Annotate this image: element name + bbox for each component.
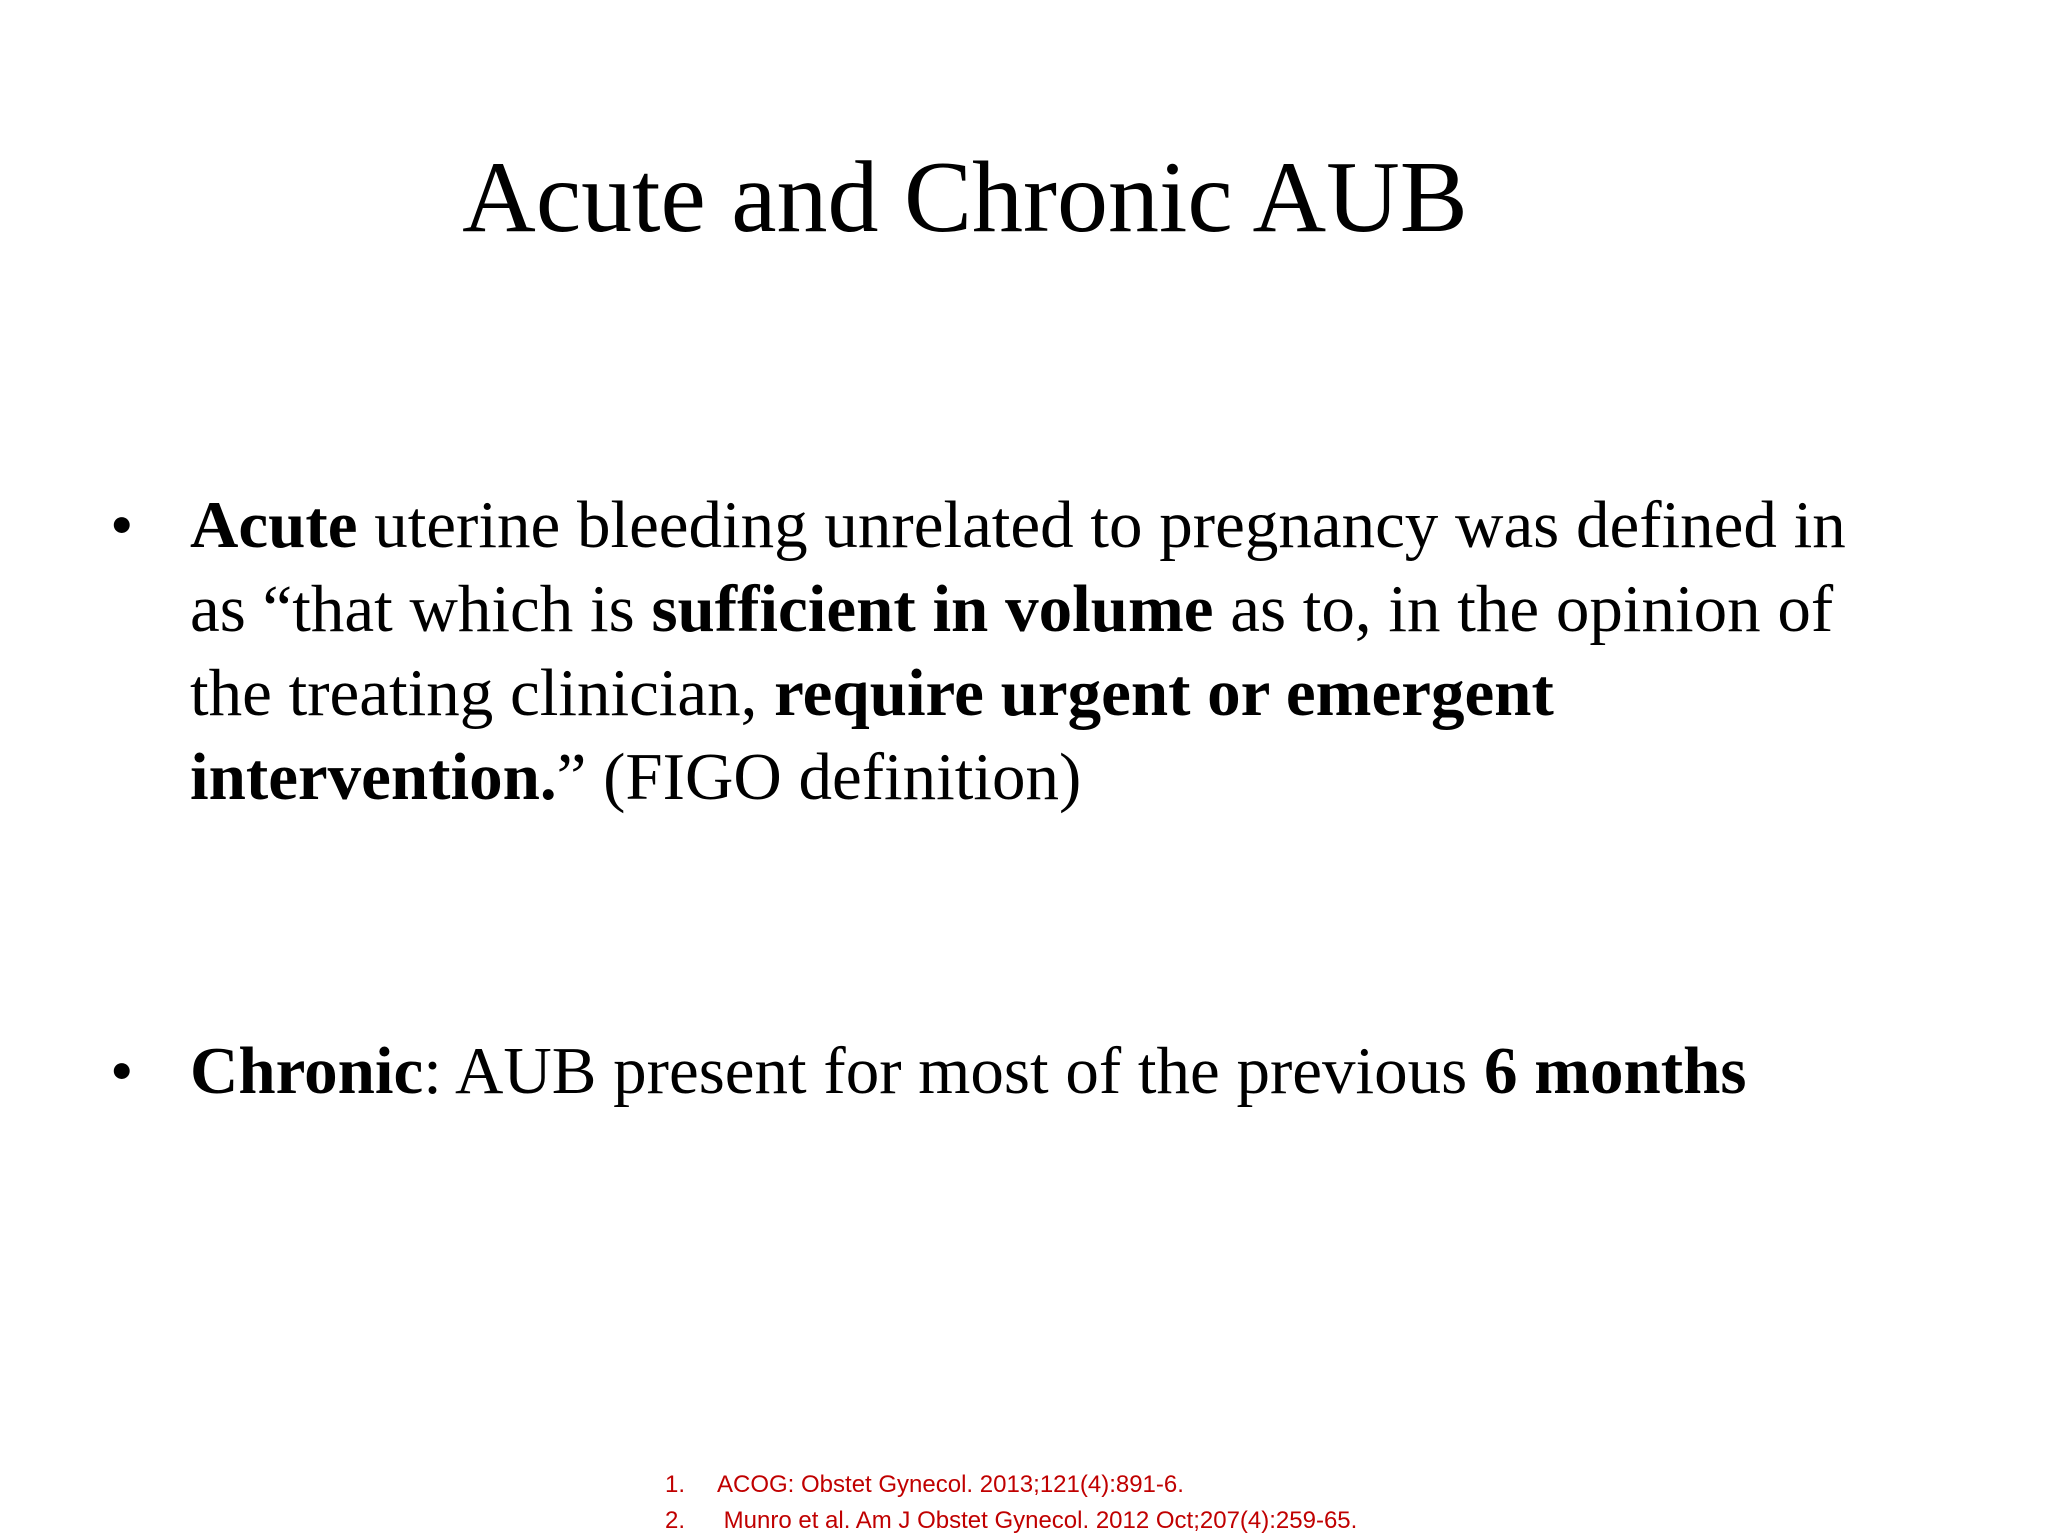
reference-item <box>665 1467 1357 1503</box>
bullet-text <box>190 1029 1910 1113</box>
reference-item <box>665 1503 1357 1539</box>
slide-title: Acute and Chronic AUB <box>462 141 1468 254</box>
reference-text: Munro et al. Am J Obstet Gynecol. 2012 Oct;207(4):259-65. <box>717 1507 1358 1534</box>
bullet-emphasis: require urgent or emergent intervention. <box>190 656 1554 814</box>
bullet-dot-icon: • <box>110 488 134 562</box>
bullet-segment: : AUB present for most of the previous <box>423 1034 1484 1108</box>
bullet-acute <box>110 483 1910 819</box>
bullet-segment: uterine bleeding unrelated to pregnancy was defined in as “that which is <box>190 488 1846 646</box>
bullet-dot-icon: • <box>110 1034 134 1108</box>
bullet-segment: ” (FIGO definition) <box>556 740 1082 814</box>
reference-text: ACOG: Obstet Gynecol. 2013;121(4):891-6. <box>717 1471 1184 1498</box>
reference-number: 2. <box>665 1507 686 1534</box>
bullet-emphasis: sufficient in volume <box>651 572 1214 646</box>
bullet-emphasis: 6 months <box>1483 1034 1747 1108</box>
bullet-text <box>190 483 1910 819</box>
reference-number: 1. <box>665 1471 686 1498</box>
bullet-term: Acute <box>190 488 358 562</box>
bullet-term: Chronic <box>190 1034 424 1108</box>
bullet-chronic <box>110 1029 1910 1113</box>
bullet-segment: as to, in the opinion of the treating clinician, <box>190 572 1834 730</box>
references <box>665 1467 1357 1539</box>
